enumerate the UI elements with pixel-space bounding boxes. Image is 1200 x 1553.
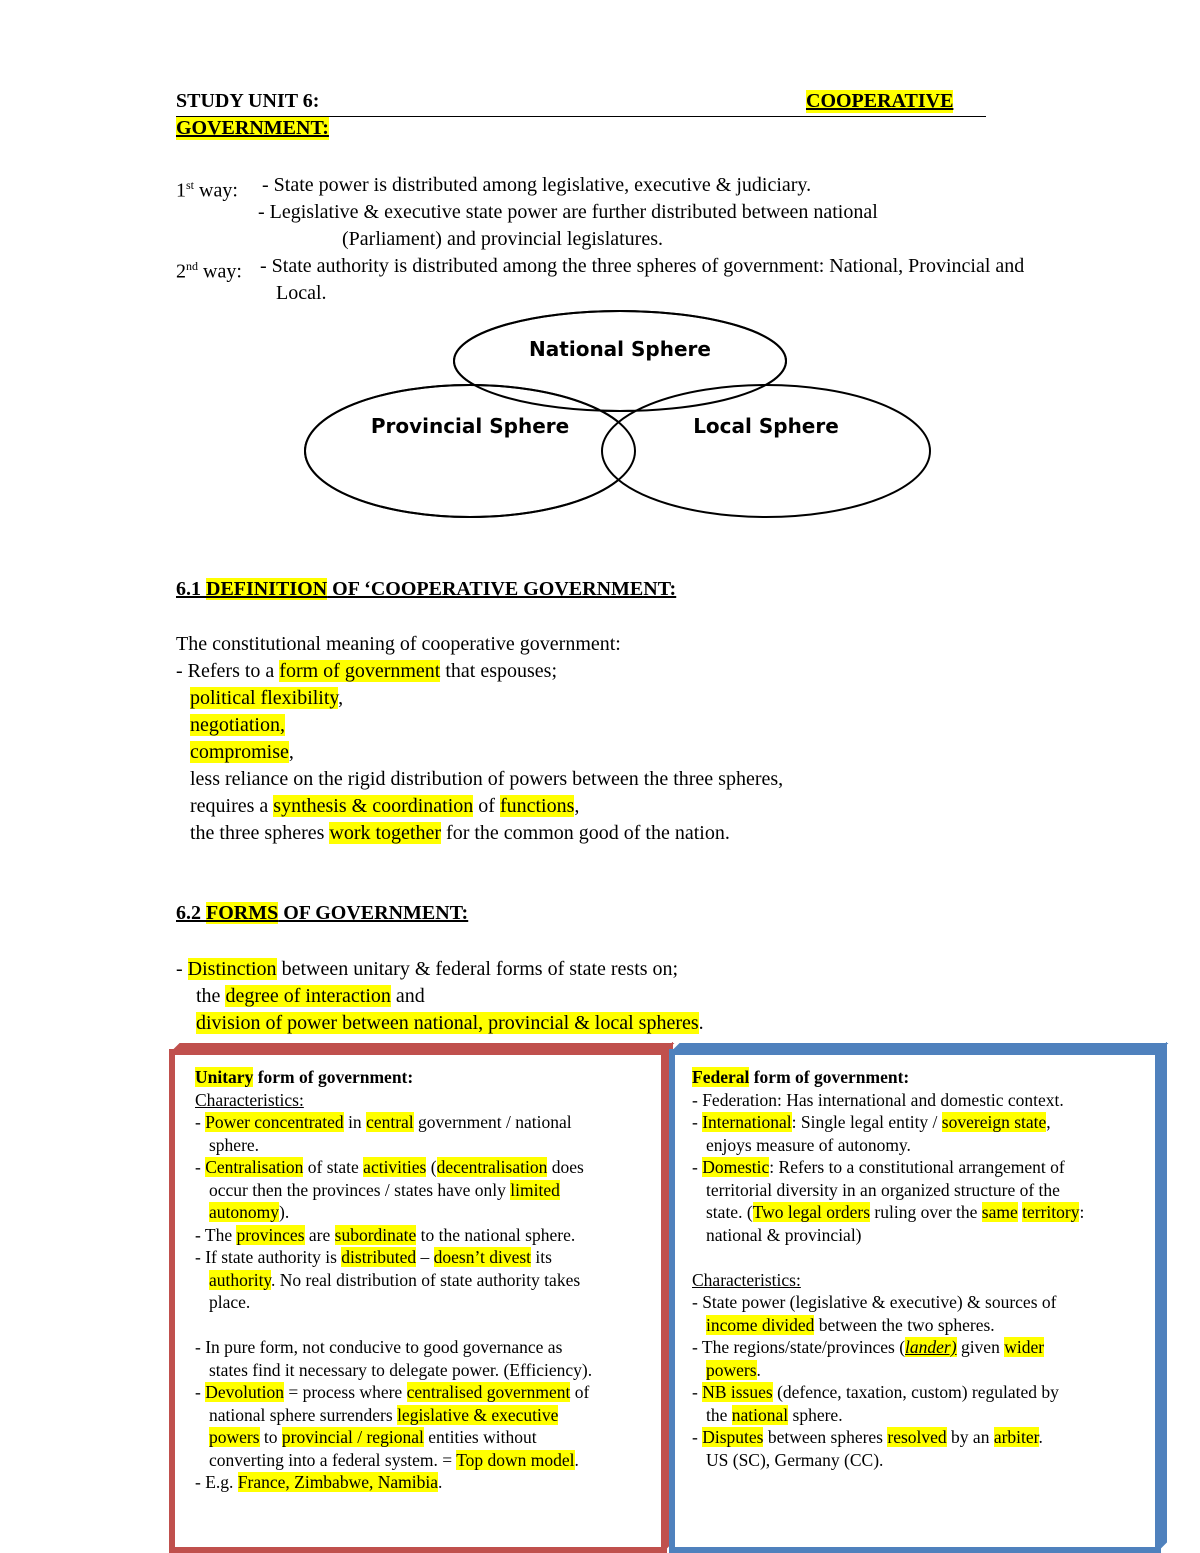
s2-line1: - Distinction between unitary & federal forms of state rests on; — [176, 958, 679, 980]
s1-line6: requires a synthesis & coordination of functions, — [190, 795, 580, 817]
federal-characteristics: Characteristics: — [692, 1269, 801, 1290]
unitary-f-cont: national sphere surrenders legislative & executive — [209, 1404, 559, 1425]
way2-label: 2nd way: — [176, 259, 242, 283]
unitary-b: - Centralisation of state activities (decentralisation does — [195, 1157, 584, 1177]
s1-line1: - Refers to a form of government that espouses; — [176, 660, 558, 682]
way1-label: 1st way: — [176, 178, 238, 202]
federal-box — [692, 1066, 1147, 1471]
unitary-e-cont: states find it necessary to delegate power. (Efficiency). — [209, 1359, 593, 1380]
way1-line2: - Legislative & executive state power are further distributed between national — [258, 201, 878, 223]
s1-line2: political flexibility, — [190, 687, 344, 709]
section-6-2-heading: 6.2 FORMS OF GOVERNMENT: — [176, 902, 469, 924]
national-sphere-label: National Sphere — [529, 337, 711, 361]
study-unit-title-cont: GOVERNMENT: — [176, 117, 329, 139]
unitary-d: - If state authority is distributed – doesn’t divest its — [195, 1247, 552, 1267]
federal-g-cont: US (SC), Germany (CC). — [706, 1449, 884, 1470]
unitary-f: - Devolution = process where centralised government of — [195, 1382, 590, 1402]
way1-line3: (Parliament) and provincial legislatures. — [342, 228, 664, 250]
federal-e: - The regions/state/provinces (lander) given wider — [692, 1337, 1045, 1357]
federal-f-cont: the national sphere. — [706, 1404, 843, 1425]
s1-line5: less reliance on the rigid distribution of powers between the three spheres, — [190, 768, 784, 790]
unitary-d-cont2: place. — [209, 1292, 251, 1312]
federal-spacer — [692, 1246, 1147, 1269]
unitary-c: - The provinces are subordinate to the national sphere. — [195, 1224, 576, 1245]
unitary-spacer — [195, 1314, 650, 1337]
unitary-f-cont3: converting into a federal system. = Top down model. — [209, 1449, 579, 1470]
unitary-heading: Unitary form of government: — [195, 1067, 414, 1087]
unitary-b-cont: occur then the provinces / states have only limited — [209, 1179, 560, 1200]
unitary-b-cont2: autonomy). — [209, 1202, 290, 1222]
unitary-box — [195, 1066, 650, 1494]
unitary-characteristics: Characteristics: — [195, 1089, 304, 1110]
study-unit-title: COOPERATIVE — [806, 90, 954, 112]
unitary-a-cont: sphere. — [209, 1134, 260, 1155]
way2-line2: Local. — [276, 282, 327, 304]
federal-d-cont: income divided between the two spheres. — [706, 1314, 995, 1335]
federal-e-cont: powers. — [706, 1359, 761, 1380]
way2-line1: - State authority is distributed among the three spheres of government: National, Provincial and — [260, 255, 1025, 277]
local-sphere-ellipse — [602, 385, 930, 517]
s1-line4: compromise, — [190, 741, 294, 763]
federal-c-cont2: state. (Two legal orders ruling over the same territory: — [706, 1202, 1085, 1222]
unitary-g: - E.g. France, Zimbabwe, Namibia. — [195, 1472, 443, 1492]
spheres-diagram — [290, 305, 950, 525]
provincial-sphere-label: Provincial Sphere — [370, 414, 570, 438]
s1-line3: negotiation, — [190, 714, 285, 736]
federal-c-cont3: national & provincial) — [706, 1224, 862, 1245]
unitary-a: - Power concentrated in central government / national — [195, 1112, 572, 1132]
unitary-e: - In pure form, not conducive to good governance as — [195, 1337, 563, 1357]
federal-g: - Disputes between spheres resolved by an arbiter. — [692, 1427, 1043, 1447]
federal-a: - Federation: Has international and domestic context. — [692, 1089, 1064, 1110]
federal-c-cont: territorial diversity in an organized structure of the — [706, 1179, 1060, 1200]
s1-intro: The constitutional meaning of cooperative government: — [176, 633, 621, 655]
federal-f: - NB issues (defence, taxation, custom) regulated by — [692, 1382, 1059, 1402]
study-unit-label: STUDY UNIT 6: — [176, 90, 320, 112]
federal-b: - International: Single legal entity / sovereign state, — [692, 1112, 1051, 1132]
federal-b-cont: enjoys measure of autonomy. — [706, 1134, 911, 1155]
way1-line1: - State power is distributed among legislative, executive & judiciary. — [262, 174, 812, 196]
federal-c: - Domestic: Refers to a constitutional arrangement of — [692, 1157, 1065, 1177]
unitary-f-cont2: powers to provincial / regional entities without — [209, 1427, 537, 1447]
local-sphere-label: Local Sphere — [693, 414, 839, 438]
federal-d: - State power (legislative & executive) & sources of — [692, 1292, 1057, 1312]
unitary-d-cont: authority. No real distribution of state authority takes — [209, 1269, 581, 1290]
section-6-1-heading: 6.1 DEFINITION OF ‘COOPERATIVE GOVERNMENT: — [176, 578, 677, 600]
federal-heading: Federal form of government: — [692, 1067, 910, 1087]
s1-line7: the three spheres work together for the common good of the nation. — [190, 822, 730, 844]
s2-line3: division of power between national, provincial & local spheres. — [196, 1012, 704, 1034]
s2-line2: the degree of interaction and — [196, 985, 425, 1007]
